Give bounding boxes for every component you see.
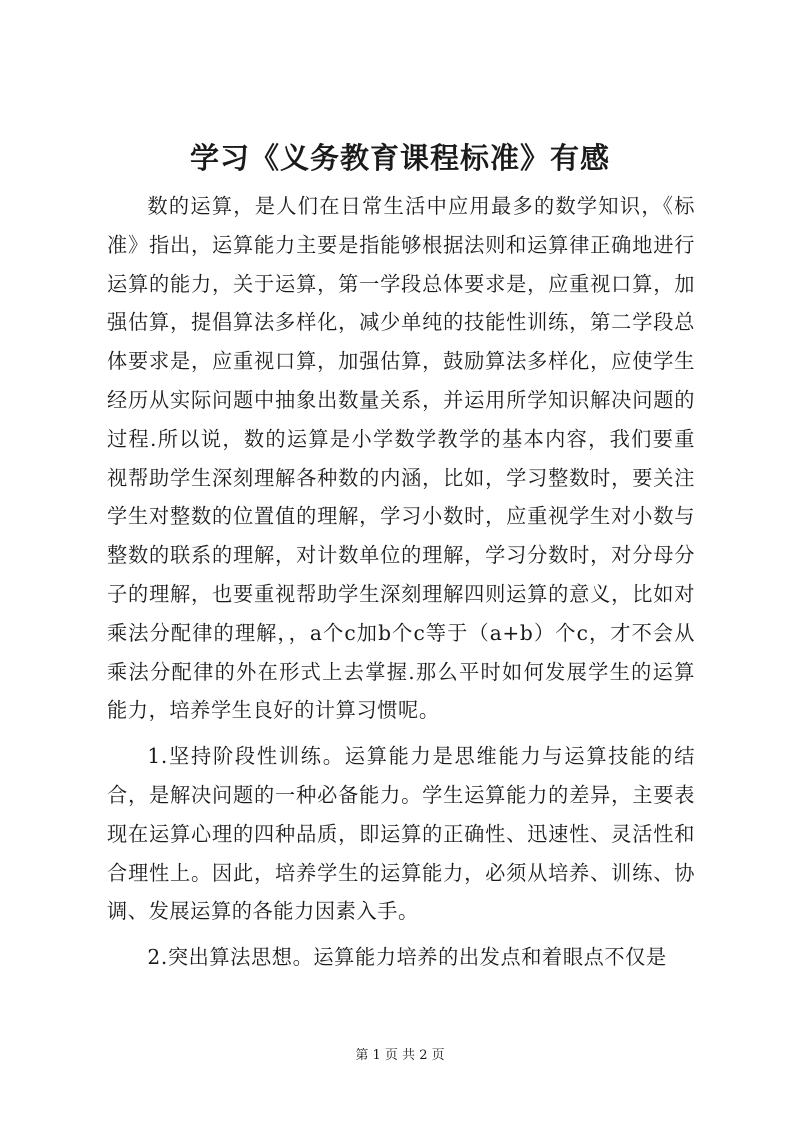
document-body bbox=[107, 187, 695, 984]
page-footer: 第 1 页 共 2 页 bbox=[355, 1048, 445, 1063]
paragraph-point-1: 1.坚持阶段性训练。运算能力是思维能力与运算技能的结合，是解决问题的一种必备能力。学生运算能力的差异，主要表现在运算心理的四种品质，即运算的正确性、迅速性、灵活性和合理性上。因此，培养学生的运算能力，必须从培养、训练、协调、发展运算的各能力因素入手。 bbox=[107, 744, 695, 924]
paragraph-point-2: 2.突出算法思想。运算能力培养的出发点和着眼点不仅是 bbox=[147, 945, 667, 970]
paragraph-intro: 数的运算，是人们在日常生活中应用最多的数学知识，《标准》指出，运算能力主要是指能够根据法则和运算律正确地进行运算的能力，关于运算，第一学段总体要求是，应重视口算，加强估算，提倡算法多样化，减少单纯的技能性训练，第二学段总体要求是，应重视口算，加强估算，鼓励算法多样化，应使学生经历从实际问题中抽象出数量关系，并运用所学知识解决问题的过程.所以说，数的运算是小学数学教学的基本内容，我们要重视帮助学生深刻理解各种数的内涵，比如，学习整数时，要关注学生对整数的位置值的理解，学习小数时，应重视学生对小数与整数的联系的理解，对计数单位的理解，学习分数时，对分母分子的理解，也要重视帮助学生深刻理解四则运算的意义，比如对乘法分配律的理解，，a个c加b个c等于（a+b）个c，才不会从乘法分配律的外在形式上去掌握.那么平时如何发展学生的运算能力，培养学生良好的计算习惯呢。 bbox=[107, 194, 695, 723]
document-title: 学习《义务教育课程标准》有感 bbox=[189, 141, 610, 175]
